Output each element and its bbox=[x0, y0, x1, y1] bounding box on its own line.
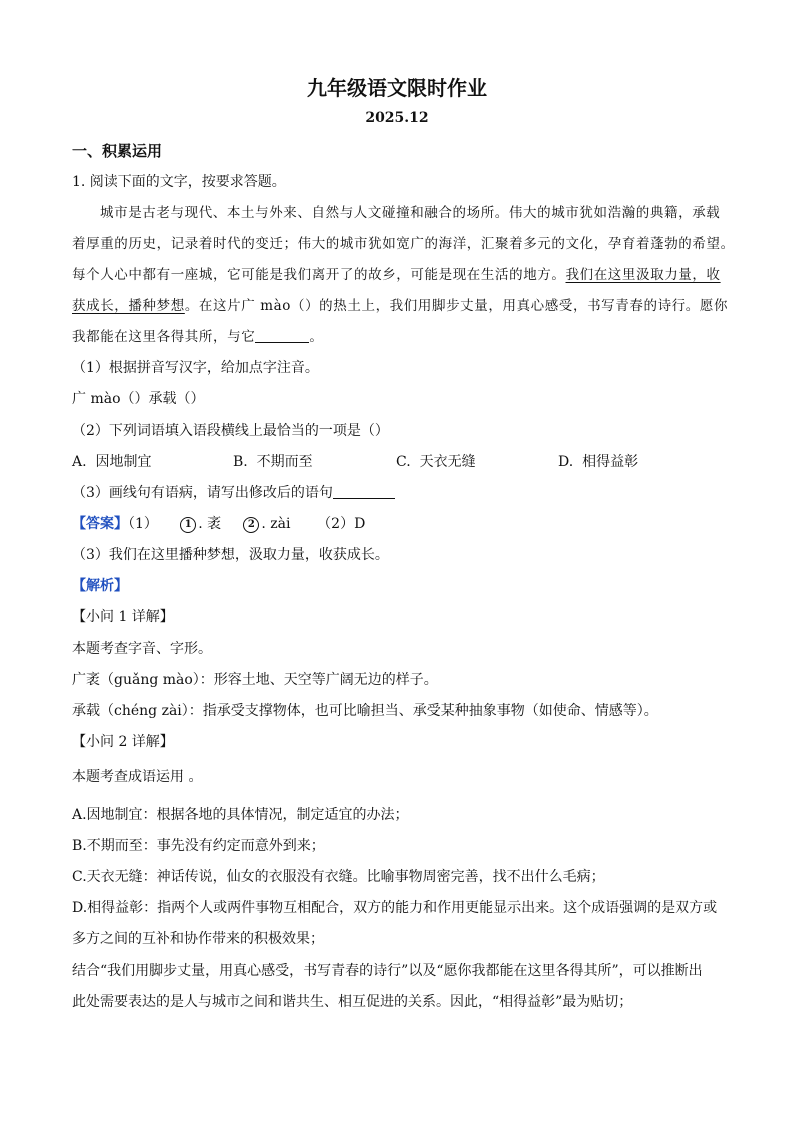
sub-question-3: （3）画线句有语病，请写出修改后的语句 bbox=[72, 483, 395, 503]
analysis-text: 承载（chéng zài）：指承受支撑物体，也可比喻担当、承受某种抽象事物（如使命、情感等）。 bbox=[72, 703, 658, 719]
analysis-text: 结合“我们用脚步丈量，用真心感受，书写青春的诗行”以及“愿你我都能在这里各得其所”，可以推断出 bbox=[72, 963, 703, 979]
passage-line-1: 城市是古老与现代、本土与外来、自然与人文碰撞和融合的场所。伟大的城市犹如浩瀚的典籍，承载 bbox=[100, 205, 721, 221]
underlined-sentence: 我们在这里汲取力量，收 bbox=[565, 267, 721, 283]
sub-question-1-items: 广 mào（）承载（） bbox=[72, 391, 205, 407]
analysis-text: A.因地制宜：根据各地的具体情况，制定适宜的办法； bbox=[72, 807, 409, 823]
answer-label: 【答案】 bbox=[72, 516, 128, 532]
analysis-text: 广袤（guǎng mào）：形容土地、天空等广阔无边的样子。 bbox=[72, 672, 438, 688]
analysis-text: B.不期而至：事先没有约定而意外到来； bbox=[72, 838, 325, 854]
circled-number-icon: 1 bbox=[180, 517, 196, 533]
subquestion-heading: 【小问 2 详解】 bbox=[72, 734, 174, 750]
passage-line-3 bbox=[72, 265, 721, 285]
passage-text: 我都能在这里各得其所，与它 bbox=[72, 329, 256, 345]
passage-line-2: 着厚重的历史，记录着时代的变迁；伟大的城市犹如宽广的海洋，汇聚着多元的文化，孕育着蓬勃的希望。 bbox=[72, 236, 735, 252]
analysis-text: 多方之间的互补和协作带来的积极效果； bbox=[72, 931, 324, 947]
circled-number-icon: 2 bbox=[243, 517, 259, 533]
question-stem: 1. 阅读下面的文字，按要求答题。 bbox=[72, 174, 286, 190]
sub-question-2: （2）下列词语填入语段横线上最恰当的一项是（） bbox=[72, 423, 389, 439]
answer-blank bbox=[333, 484, 395, 499]
analysis-text: 本题考查字音、字形。 bbox=[72, 641, 212, 657]
analysis-text: C.天衣无缝：神话传说，仙女的衣服没有衣缝。比喻事物周密完善，找不出什么毛病； bbox=[72, 869, 605, 885]
underlined-sentence: 获成长，播种梦想 bbox=[72, 298, 185, 314]
passage-text: 。在这片广 mào（）的热土上，我们用脚步丈量，用真心感受，书写青春的诗行。愿你 bbox=[184, 298, 729, 314]
section-heading: 一、积累运用 bbox=[72, 142, 163, 160]
analysis-label: 【解析】 bbox=[72, 578, 128, 594]
answer-line-2: （3）我们在这里播种梦想，汲取力量，收获成长。 bbox=[72, 547, 389, 563]
page-date: 2025.12 bbox=[365, 110, 429, 126]
sub-question-1: （1）根据拼音写汉字，给加点字注音。 bbox=[72, 360, 319, 376]
answer-line: 【答案】（1） 1 . 袤 2 . zài （2）D bbox=[72, 516, 366, 532]
passage-text: 每个人心中都有一座城，它可能是我们离开了的故乡，可能是现在生活的地方。 bbox=[72, 267, 566, 283]
option-d: D. 相得益彰 bbox=[558, 454, 639, 470]
subquestion-heading: 【小问 1 详解】 bbox=[72, 609, 174, 625]
passage-line-4 bbox=[72, 296, 728, 316]
passage-line-5: 我都能在这里各得其所，与它 。 bbox=[72, 329, 324, 345]
option-a: A. 因地制宜 bbox=[72, 454, 152, 470]
analysis-text: 此处需要表达的是人与城市之间和谐共生、相互促进的关系。因此，“相得益彰”最为贴切； bbox=[72, 994, 633, 1010]
analysis-text: D.相得益彰：指两个人或两件事物互相配合，双方的能力和作用更能显示出来。这个成语强调的是双方或 bbox=[72, 900, 718, 916]
answer-blank bbox=[255, 328, 309, 343]
option-c: C. 天衣无缝 bbox=[396, 454, 476, 470]
page-title: 九年级语文限时作业 bbox=[307, 76, 487, 100]
analysis-text: 本题考查成语运用 。 bbox=[72, 769, 203, 785]
option-b: B. 不期而至 bbox=[233, 454, 313, 470]
